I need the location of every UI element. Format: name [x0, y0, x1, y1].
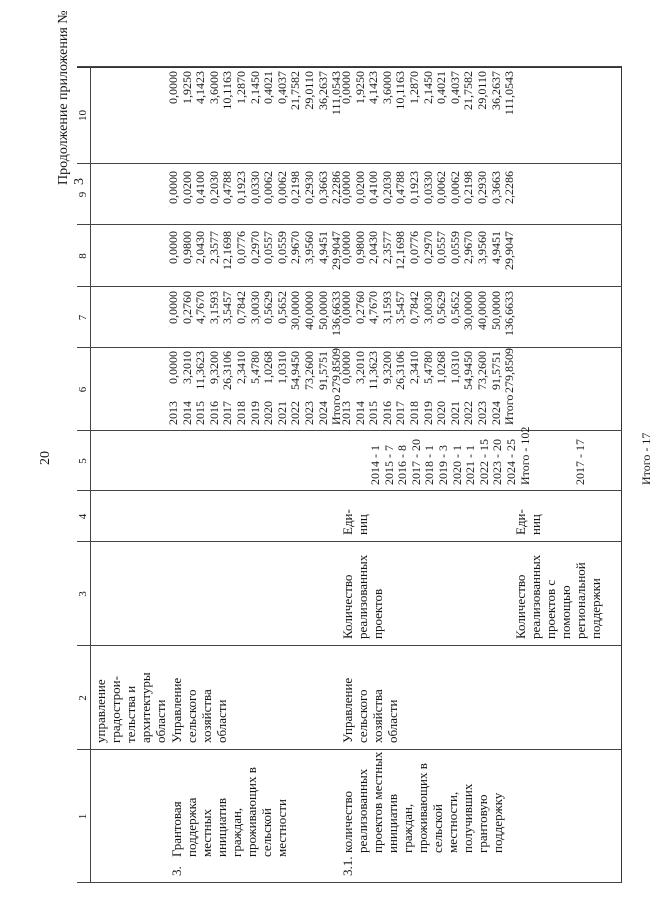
list-item: 29,0110	[301, 71, 316, 110]
list-item: 0,2970	[420, 231, 435, 264]
list-item: 73,2600	[474, 351, 489, 390]
list-item: 2013	[166, 401, 180, 425]
list-item: 2016 - 8	[395, 445, 410, 485]
list-item: 3,6000	[206, 71, 221, 104]
list-item: 0,0330	[247, 171, 262, 204]
list-item: 1,2870	[406, 71, 421, 104]
list-item: 4,9451	[315, 231, 330, 264]
list-item: 0,0330	[420, 171, 435, 204]
list-item: 0,4100	[193, 171, 208, 204]
list-item: 5,4780	[420, 351, 435, 384]
list-item: 29,9047	[329, 231, 344, 270]
col-sep	[77, 541, 622, 542]
list-item: 3,1593	[379, 291, 394, 324]
list-item: 111,0543	[329, 71, 344, 116]
col-header-3: 3	[77, 591, 89, 597]
list-item: 2019	[420, 401, 435, 425]
row-3-1-unit: Еди- ниц	[340, 509, 370, 535]
list-item: 136,6633	[502, 291, 517, 336]
list-item: 2017 - 20	[408, 439, 423, 485]
list-item: 0,3663	[488, 171, 503, 204]
list-item: 29,9047	[502, 231, 517, 270]
list-item: 2023	[474, 401, 489, 425]
list-item: 0,2970	[247, 231, 262, 264]
list-item: 2024	[488, 401, 503, 425]
list-item: 0,0559	[274, 231, 289, 264]
list-item: 0,2198	[461, 171, 476, 204]
list-item: 2015 - 7	[381, 445, 396, 485]
list-item: 2018	[233, 401, 248, 425]
list-item: 0,4788	[393, 171, 408, 204]
col-sep	[77, 224, 622, 225]
list-item: 2,1450	[420, 71, 435, 104]
col-header-2: 2	[77, 695, 89, 701]
list-item: 4,7670	[366, 291, 381, 324]
list-item: 2,2286	[502, 171, 517, 204]
col-sep	[77, 490, 622, 491]
list-item: 0,0000	[166, 71, 180, 104]
list-item: 30,0000	[288, 291, 303, 330]
list-item: 3,5457	[220, 291, 235, 324]
list-item: 3,9560	[301, 231, 316, 264]
list-item: 0,0000	[339, 171, 353, 204]
list-item: 0,0200	[179, 171, 194, 204]
list-item: 0,1923	[406, 171, 421, 204]
list-item: 2020	[434, 401, 449, 425]
list-item: 4,1423	[193, 71, 208, 104]
list-item: 0,7842	[406, 291, 421, 324]
list-item: 0,2198	[288, 171, 303, 204]
row-3-years	[167, 395, 344, 425]
list-item: 1,0310	[447, 351, 462, 384]
list-item: 5,4780	[247, 351, 262, 384]
list-item: 10,1163	[220, 71, 235, 110]
list-item: 3,0030	[247, 291, 262, 324]
list-item: 2,3410	[233, 351, 248, 384]
list-item: 1,2870	[233, 71, 248, 104]
list-item: 36,2637	[315, 71, 330, 110]
list-item: 0,0000	[339, 291, 353, 324]
list-item: 2021 - 1	[463, 445, 478, 485]
list-item: 2019 - 3	[435, 445, 450, 485]
row-3-name: Грантовая поддержка местных инициатив граждан, проживающих в сельской местности	[169, 767, 289, 857]
col-sep	[77, 163, 622, 164]
col-header-4: 4	[77, 513, 89, 520]
col-sep	[77, 430, 622, 431]
row-3-1-col10-values	[340, 71, 517, 159]
list-item: 2022	[288, 401, 303, 425]
col-sep	[77, 286, 622, 287]
list-item: 2015	[366, 401, 381, 425]
list-item: 0,2760	[352, 291, 367, 324]
list-item: 0,5652	[447, 291, 462, 324]
list-item: 11,3623	[193, 351, 208, 390]
col-header-9: 9	[77, 191, 89, 198]
list-item: Итого - 102	[517, 426, 532, 485]
list-item: 40,0000	[474, 291, 489, 330]
list-item: 0,0000	[166, 171, 180, 204]
list-item: 0,5629	[434, 291, 449, 324]
row-3-1-indicator: Количество реализованных проектов	[340, 554, 385, 639]
list-item: 50,0000	[488, 291, 503, 330]
list-item: 1,0268	[261, 351, 276, 384]
list-item: Итого	[502, 394, 517, 425]
list-item: 0,5629	[261, 291, 276, 324]
list-item: 9,3200	[206, 351, 221, 384]
row-3-col9-values	[167, 171, 344, 219]
col-header-1: 1	[77, 813, 89, 820]
list-item: 0,3663	[315, 171, 330, 204]
list-item: 0,0062	[274, 171, 289, 204]
list-item: 0,2030	[206, 171, 221, 204]
list-item: 0,0000	[166, 351, 180, 384]
col-header-10: 10	[77, 110, 89, 121]
list-item: 2020	[261, 401, 276, 425]
extra-total: Итого - 17	[639, 432, 653, 485]
list-item: 3,2010	[179, 351, 194, 384]
list-item: 2,0430	[193, 231, 208, 264]
list-item: 2014	[352, 401, 367, 425]
list-item: 0,0000	[339, 231, 353, 264]
list-item: 0,9800	[179, 231, 194, 264]
list-item: 0,0200	[352, 171, 367, 204]
list-item: 30,0000	[461, 291, 476, 330]
list-item: 2024	[315, 401, 330, 425]
list-item: 26,3106	[393, 351, 408, 390]
list-item: 54,9450	[288, 351, 303, 390]
row-3-1-col8-values	[340, 231, 517, 283]
col-sep	[77, 882, 622, 883]
list-item: 1,9250	[179, 71, 194, 104]
list-item: 2017	[393, 401, 408, 425]
col-header-8: 8	[77, 253, 89, 259]
row-3-col8-values	[167, 231, 344, 283]
list-item: 21,7582	[461, 71, 476, 110]
row-3-1-col6-values	[339, 348, 517, 393]
col-sep	[77, 66, 622, 67]
list-item: 2013	[339, 401, 353, 425]
list-item: 2,3577	[379, 231, 394, 264]
list-item: 2019	[247, 401, 262, 425]
list-item: 0,4021	[434, 71, 449, 104]
header-divider	[90, 67, 91, 883]
list-item: 2,3577	[206, 231, 221, 264]
list-item: 1,0268	[434, 351, 449, 384]
list-item: 1,9250	[352, 71, 367, 104]
list-item: 0,0000	[339, 71, 353, 104]
list-item: 0,0000	[339, 351, 353, 384]
list-item: 2,0430	[366, 231, 381, 264]
list-item: 111,0543	[502, 71, 517, 116]
list-item: 2018 - 1	[422, 445, 437, 485]
list-item: 0,0557	[434, 231, 449, 264]
list-item: 0,0557	[261, 231, 276, 264]
list-item: 279,8509	[329, 348, 344, 393]
list-item: 2024 - 25	[503, 439, 518, 485]
list-item: 0,5652	[274, 291, 289, 324]
list-item: 9,3200	[379, 351, 394, 384]
list-item: 26,3106	[220, 351, 235, 390]
list-item: 91,5751	[488, 351, 503, 390]
list-item: 2014 - 1	[368, 445, 382, 485]
list-item: 0,7842	[233, 291, 248, 324]
list-item: 0,4037	[447, 71, 462, 104]
list-item: 0,2930	[301, 171, 316, 204]
list-item: 0,0062	[261, 171, 276, 204]
list-item: 2015	[193, 401, 208, 425]
list-item: 2020 - 1	[449, 445, 464, 485]
list-item: 2016	[379, 401, 394, 425]
list-item: 1,0310	[274, 351, 289, 384]
list-item: 2018	[406, 401, 421, 425]
data-table	[77, 67, 653, 883]
list-item: 0,2930	[474, 171, 489, 204]
list-item: 2,3410	[406, 351, 421, 384]
list-item: 0,9800	[352, 231, 367, 264]
list-item: 2023 - 20	[490, 439, 505, 485]
extra-unit: Еди- ниц	[513, 509, 543, 535]
list-item: 3,0030	[420, 291, 435, 324]
row-3-1-number: 3.1.	[340, 856, 355, 876]
col-header-7: 7	[77, 314, 89, 321]
extra-indicator: Количество реализованных проектов с помощью региональной поддержки	[513, 554, 603, 639]
col-sep	[77, 347, 622, 348]
row-3-1-col9-values	[340, 171, 517, 219]
list-item: 0,0559	[447, 231, 462, 264]
col-header-5: 5	[77, 458, 89, 464]
list-item: 4,1423	[366, 71, 381, 104]
list-item: 0,4788	[220, 171, 235, 204]
list-item: 3,9560	[474, 231, 489, 264]
list-item: 11,3623	[366, 351, 381, 390]
list-item: 40,0000	[301, 291, 316, 330]
extra-target-year: 2017 - 17	[573, 439, 587, 485]
list-item: 2021	[447, 401, 462, 425]
row-3-executor: Управление сельского хозяйства области	[169, 677, 229, 743]
list-item: 2021	[274, 401, 289, 425]
list-item: 0,0062	[447, 171, 462, 204]
list-item: 12,1698	[393, 231, 408, 270]
list-item: 21,7582	[288, 71, 303, 110]
row-3-1-years	[340, 395, 517, 425]
list-item: 2016	[206, 401, 221, 425]
list-item: 29,0110	[474, 71, 489, 110]
row-3-1-col7-values	[340, 291, 517, 343]
list-item: 50,0000	[315, 291, 330, 330]
row-3-1-name: количество реализованных проектов местных инициатив граждан, проживающих в сельской местности, получивших грантовую поддержку	[340, 751, 505, 853]
list-item: 2,9670	[461, 231, 476, 264]
list-item: 0,1923	[233, 171, 248, 204]
list-item: 2017	[220, 401, 235, 425]
row-3-number: 3.	[169, 866, 184, 876]
list-item: 0,0776	[233, 231, 248, 264]
col-header-6: 6	[77, 386, 89, 393]
row-3-col7-values	[167, 291, 344, 343]
list-item: 0,2760	[179, 291, 194, 324]
list-item: 10,1163	[393, 71, 408, 110]
list-item: 2023	[301, 401, 316, 425]
list-item: 0,4021	[261, 71, 276, 104]
list-item: 2,1450	[247, 71, 262, 104]
list-item: 0,2030	[379, 171, 394, 204]
prev-row-executor: управление градострои- тельства и архитектуры области	[93, 672, 168, 743]
continuation-title: Продолжение приложения № 3	[56, 10, 87, 185]
list-item: 36,2637	[488, 71, 503, 110]
list-item: 0,0776	[406, 231, 421, 264]
list-item: 3,6000	[379, 71, 394, 104]
list-item: 2,2286	[329, 171, 344, 204]
list-item: 0,0000	[166, 231, 180, 264]
list-item: 73,2600	[301, 351, 316, 390]
list-item: 3,5457	[393, 291, 408, 324]
list-item: 3,1593	[206, 291, 221, 324]
page-number: 20	[38, 451, 53, 465]
list-item: 2022 - 15	[476, 439, 491, 485]
list-item: 4,9451	[488, 231, 503, 264]
list-item: 0,0000	[166, 291, 180, 324]
list-item: 2014	[179, 401, 194, 425]
col-sep	[77, 645, 622, 646]
list-item: 54,9450	[461, 351, 476, 390]
row-3-col10-values	[167, 71, 344, 159]
row-3-1-targets	[368, 426, 532, 485]
list-item: 136,6633	[329, 291, 344, 336]
list-item: Итого	[329, 394, 344, 425]
list-item: 4,7670	[193, 291, 208, 324]
list-item: 3,2010	[352, 351, 367, 384]
list-item: 12,1698	[220, 231, 235, 270]
list-item: 0,4100	[366, 171, 381, 204]
list-item: 2022	[461, 401, 476, 425]
list-item: 2,9670	[288, 231, 303, 264]
list-item: 0,0062	[434, 171, 449, 204]
row-3-1-executor: Управление сельского хозяйства области	[340, 677, 400, 743]
row-3-col6-values	[166, 348, 344, 393]
list-item: 279,8509	[502, 348, 517, 393]
list-item: 91,5751	[315, 351, 330, 390]
list-item: 0,4037	[274, 71, 289, 104]
